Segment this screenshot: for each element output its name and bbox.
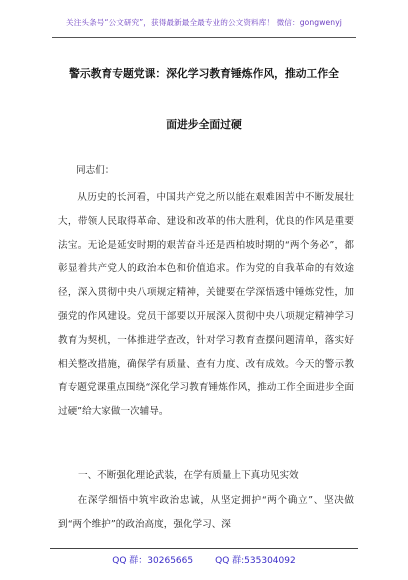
paragraph-1 (58, 186, 354, 424)
header-notice: 关注头条号“公文研究”，获得最新最全最专业的公文资料库！ 微信：gongwenyj (66, 18, 342, 27)
footer (0, 553, 408, 566)
paragraph-2 (58, 489, 354, 537)
footer-qq-group-1: QQ 群：30265665 (112, 556, 194, 566)
greeting: 同志们： (76, 165, 115, 176)
document-title-line-1: 警示教育专题党课：深化学习教育锤炼作风，推动工作全 (69, 67, 339, 80)
paragraph-1-text: 从历史的长河看，中国共产党之所以能在艰难困苦中不断发展壮大，带领人民取得革命、建设和改革的伟大胜利，优良的作风是重要法宝。无论是延安时期的艰苦奋斗还是西柏坡时期的“两个务必”，都彰显着共产党人的政治本色和价值追求。作为党的自我革命的有效途径，深入贯彻中央八项规定精神，关键要在学深悟透中锤炼党性，加强党的作风建设。党员干部要以开展深入贯彻中央八项规定精神学习教育为契机，一体推进学查改，针对学习教育查摆问题清单，落实好相关整改措施，确保学有质量、查有力度、改有成效。今天的警示教育专题党课重点围绕“深化学习教育锤炼作风，推动工作全面进步全面过硬”给大家做一次辅导。 (58, 192, 354, 418)
document-title-line-2: 面进步全面过硬 (166, 118, 242, 131)
header-divider (52, 37, 356, 38)
footer-qq-group-2: QQ 群:535304092 (215, 556, 296, 566)
footer-divider (50, 548, 358, 549)
section-heading-1: 一、不断强化理论武装，在学有质量上下真功见实效 (78, 470, 299, 481)
paragraph-2-text: 在深学细悟中筑牢政治忠诚，从坚定拥护“两个确立”、坚决做到“两个维护”的政治高度，强化学习、深 (58, 495, 354, 530)
